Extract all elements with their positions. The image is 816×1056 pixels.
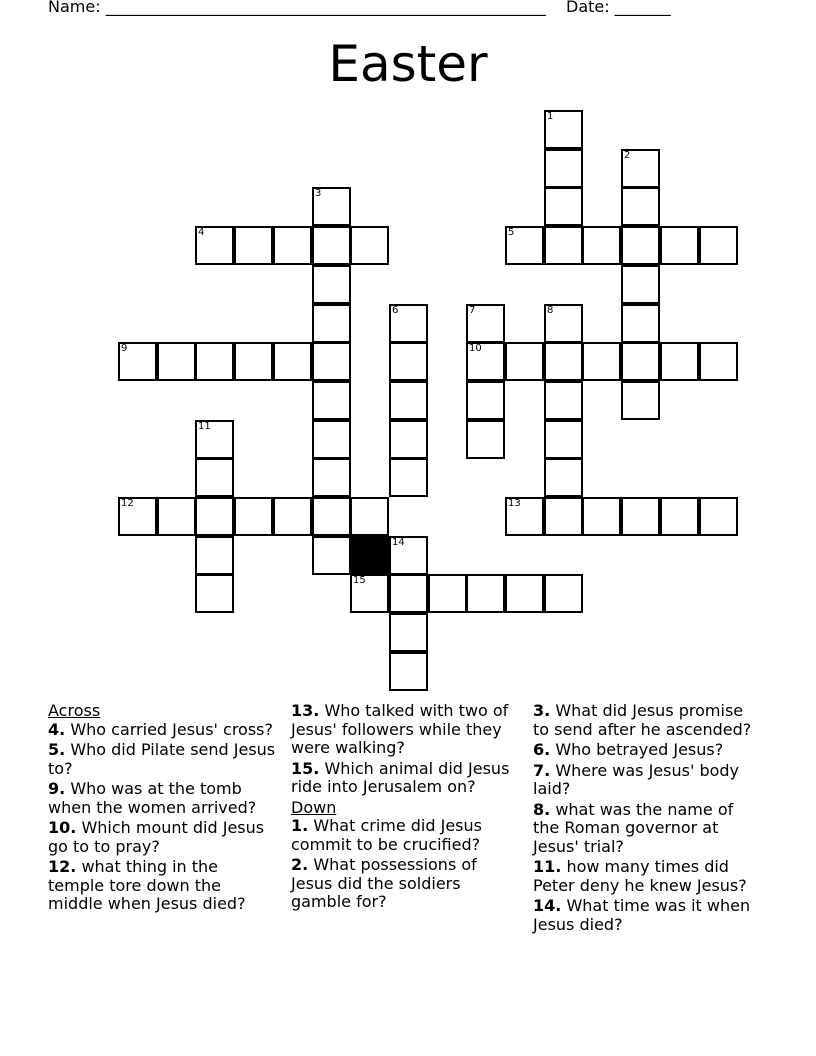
grid-cell[interactable] — [157, 497, 196, 536]
grid-cell[interactable] — [389, 381, 428, 420]
clue-number: 5. — [48, 740, 66, 759]
grid-cell[interactable] — [389, 342, 428, 381]
grid-cell[interactable] — [312, 265, 351, 304]
cell-number: 6 — [392, 305, 399, 316]
grid-cell[interactable] — [505, 574, 544, 613]
grid-block — [350, 536, 389, 575]
cell-number: 9 — [121, 343, 128, 354]
cell-number: 2 — [624, 150, 631, 161]
grid-cell[interactable] — [195, 226, 234, 265]
clue-text: Who carried Jesus' cross? — [70, 719, 273, 739]
cell-number: 5 — [508, 227, 515, 238]
clue-across-12 — [48, 858, 278, 914]
grid-cell[interactable] — [544, 304, 583, 343]
clue-text: Which mount did Jesus go to to pray? — [48, 818, 265, 856]
grid-cell[interactable] — [621, 381, 660, 420]
clue-number: 3. — [533, 701, 551, 720]
grid-cell[interactable] — [389, 304, 428, 343]
grid-cell[interactable] — [466, 574, 505, 613]
grid-cell[interactable] — [621, 226, 660, 265]
cell-number: 13 — [508, 498, 521, 509]
clue-number: 4. — [48, 719, 66, 739]
grid-cell[interactable] — [544, 381, 583, 420]
cell-number: 12 — [121, 498, 134, 509]
grid-cell[interactable] — [544, 226, 583, 265]
clue-down-14 — [533, 897, 763, 934]
clue-text: Which animal did Jesus ride into Jerusalem on? — [291, 758, 510, 796]
grid-cell[interactable] — [195, 536, 234, 575]
clue-number: 12. — [48, 857, 77, 876]
grid-cell[interactable] — [312, 536, 351, 575]
clue-number: 11. — [533, 857, 562, 876]
clue-text: What possessions of Jesus did the soldiers gamble for? — [291, 855, 477, 911]
clue-across-10 — [48, 819, 278, 856]
grid-cell[interactable] — [660, 226, 699, 265]
grid-cell[interactable] — [118, 342, 157, 381]
grid-cell[interactable] — [505, 497, 544, 536]
grid-cell[interactable] — [312, 420, 351, 459]
grid-cell[interactable] — [273, 226, 312, 265]
grid-cell[interactable] — [195, 458, 234, 497]
grid-cell[interactable] — [350, 226, 389, 265]
grid-cell[interactable] — [273, 497, 312, 536]
clue-across-13 — [291, 702, 521, 758]
date-label: Date: — [566, 0, 610, 16]
clue-across-5 — [48, 741, 278, 778]
clue-down-1 — [291, 817, 521, 854]
grid-cell[interactable] — [350, 574, 389, 613]
grid-cell[interactable] — [466, 304, 505, 343]
grid-cell[interactable] — [544, 420, 583, 459]
grid-cell[interactable] — [699, 342, 738, 381]
clues-column-2 — [291, 702, 521, 914]
grid-cell[interactable] — [389, 613, 428, 652]
grid-cell[interactable] — [389, 458, 428, 497]
across-heading: Across — [48, 701, 101, 720]
clue-across-9 — [48, 780, 278, 817]
grid-cell[interactable] — [621, 304, 660, 343]
grid-cell[interactable] — [544, 458, 583, 497]
grid-cell[interactable] — [699, 497, 738, 536]
grid-cell[interactable] — [234, 342, 273, 381]
cell-number: 15 — [353, 575, 366, 586]
cell-number: 11 — [198, 421, 211, 432]
clue-number: 1. — [291, 816, 309, 835]
clue-number: 7. — [533, 760, 551, 780]
clue-across-4 — [48, 721, 278, 740]
clue-text: Who talked with two of Jesus' followers while they were walking? — [291, 701, 509, 757]
clue-down-11 — [533, 858, 763, 895]
grid-cell[interactable] — [544, 574, 583, 613]
name-line[interactable]: _______________________________________________________ — [105, 0, 546, 16]
grid-cell[interactable] — [312, 226, 351, 265]
clue-number: 6. — [533, 740, 551, 759]
clue-number: 10. — [48, 818, 77, 837]
grid-cell[interactable] — [195, 420, 234, 459]
clue-down-7 — [533, 762, 763, 799]
grid-cell[interactable] — [389, 574, 428, 613]
grid-cell[interactable] — [621, 149, 660, 188]
grid-cell[interactable] — [195, 497, 234, 536]
grid-cell[interactable] — [389, 652, 428, 691]
grid-cell[interactable] — [466, 342, 505, 381]
clue-down-6 — [533, 741, 763, 760]
grid-cell[interactable] — [544, 110, 583, 149]
grid-cell[interactable] — [660, 497, 699, 536]
cell-number: 10 — [469, 343, 482, 354]
grid-cell[interactable] — [621, 265, 660, 304]
grid-cell[interactable] — [312, 497, 351, 536]
clue-text: What did Jesus promise to send after he ascended? — [533, 701, 752, 739]
grid-cell[interactable] — [312, 458, 351, 497]
grid-cell[interactable] — [582, 342, 621, 381]
cell-number: 8 — [547, 305, 554, 316]
grid-cell[interactable] — [544, 497, 583, 536]
down-heading: Down — [291, 797, 337, 817]
clue-text: Who betrayed Jesus? — [555, 740, 724, 759]
grid-cell[interactable] — [582, 226, 621, 265]
cell-number: 7 — [469, 305, 476, 316]
clue-number: 14. — [533, 896, 562, 915]
grid-cell[interactable] — [621, 187, 660, 226]
grid-cell[interactable] — [582, 497, 621, 536]
grid-cell[interactable] — [389, 420, 428, 459]
clue-number: 15. — [291, 758, 320, 778]
grid-cell[interactable] — [195, 574, 234, 613]
clue-text: Who was at the tomb when the women arrived? — [48, 779, 257, 817]
grid-cell[interactable] — [234, 497, 273, 536]
cell-number: 3 — [315, 188, 322, 199]
grid-cell[interactable] — [660, 342, 699, 381]
grid-cell[interactable] — [621, 497, 660, 536]
grid-cell[interactable] — [466, 381, 505, 420]
grid-cell[interactable] — [234, 226, 273, 265]
cell-number: 4 — [198, 227, 205, 238]
grid-cell[interactable] — [544, 342, 583, 381]
grid-cell[interactable] — [428, 574, 467, 613]
clue-text: what thing in the temple tore down the middle when Jesus died? — [48, 857, 246, 913]
clue-number: 2. — [291, 855, 309, 874]
grid-cell[interactable] — [389, 536, 428, 575]
clue-number: 9. — [48, 779, 66, 798]
grid-cell[interactable] — [621, 342, 660, 381]
grid-cell[interactable] — [312, 304, 351, 343]
clue-across-15 — [291, 760, 521, 797]
clue-number: 8. — [533, 799, 551, 819]
clue-text: what was the name of the Roman governor at Jesus' trial? — [533, 799, 734, 856]
clue-text: What crime did Jesus commit to be crucified? — [291, 816, 482, 854]
grid-cell[interactable] — [157, 342, 196, 381]
grid-cell[interactable] — [544, 149, 583, 188]
grid-cell[interactable] — [312, 187, 351, 226]
grid-cell[interactable] — [699, 226, 738, 265]
grid-cell[interactable] — [466, 420, 505, 459]
clue-number: 13. — [291, 701, 320, 720]
grid-cell[interactable] — [312, 381, 351, 420]
clue-down-2 — [291, 856, 521, 912]
grid-cell[interactable] — [350, 497, 389, 536]
clue-text: Who did Pilate send Jesus to? — [48, 740, 276, 778]
grid-cell[interactable] — [312, 342, 351, 381]
date-line[interactable]: _______ — [614, 0, 671, 16]
cell-number: 1 — [547, 111, 554, 122]
cell-number: 14 — [392, 537, 405, 548]
grid-cell[interactable] — [505, 342, 544, 381]
grid-cell[interactable] — [273, 342, 312, 381]
grid-cell[interactable] — [544, 187, 583, 226]
puzzle-title: Easter — [328, 35, 488, 93]
clue-text: What time was it when Jesus died? — [533, 896, 751, 934]
clue-text: Where was Jesus' body laid? — [533, 760, 740, 798]
clues-column-3 — [533, 702, 763, 936]
clue-down-8 — [533, 801, 763, 857]
grid-cell[interactable] — [118, 497, 157, 536]
clue-down-3 — [533, 702, 763, 739]
clue-text: how many times did Peter deny he knew Jesus? — [533, 857, 747, 895]
grid-cell[interactable] — [195, 342, 234, 381]
name-label: Name: — [48, 0, 101, 16]
clues-column-1 — [48, 702, 278, 916]
grid-cell[interactable] — [505, 226, 544, 265]
